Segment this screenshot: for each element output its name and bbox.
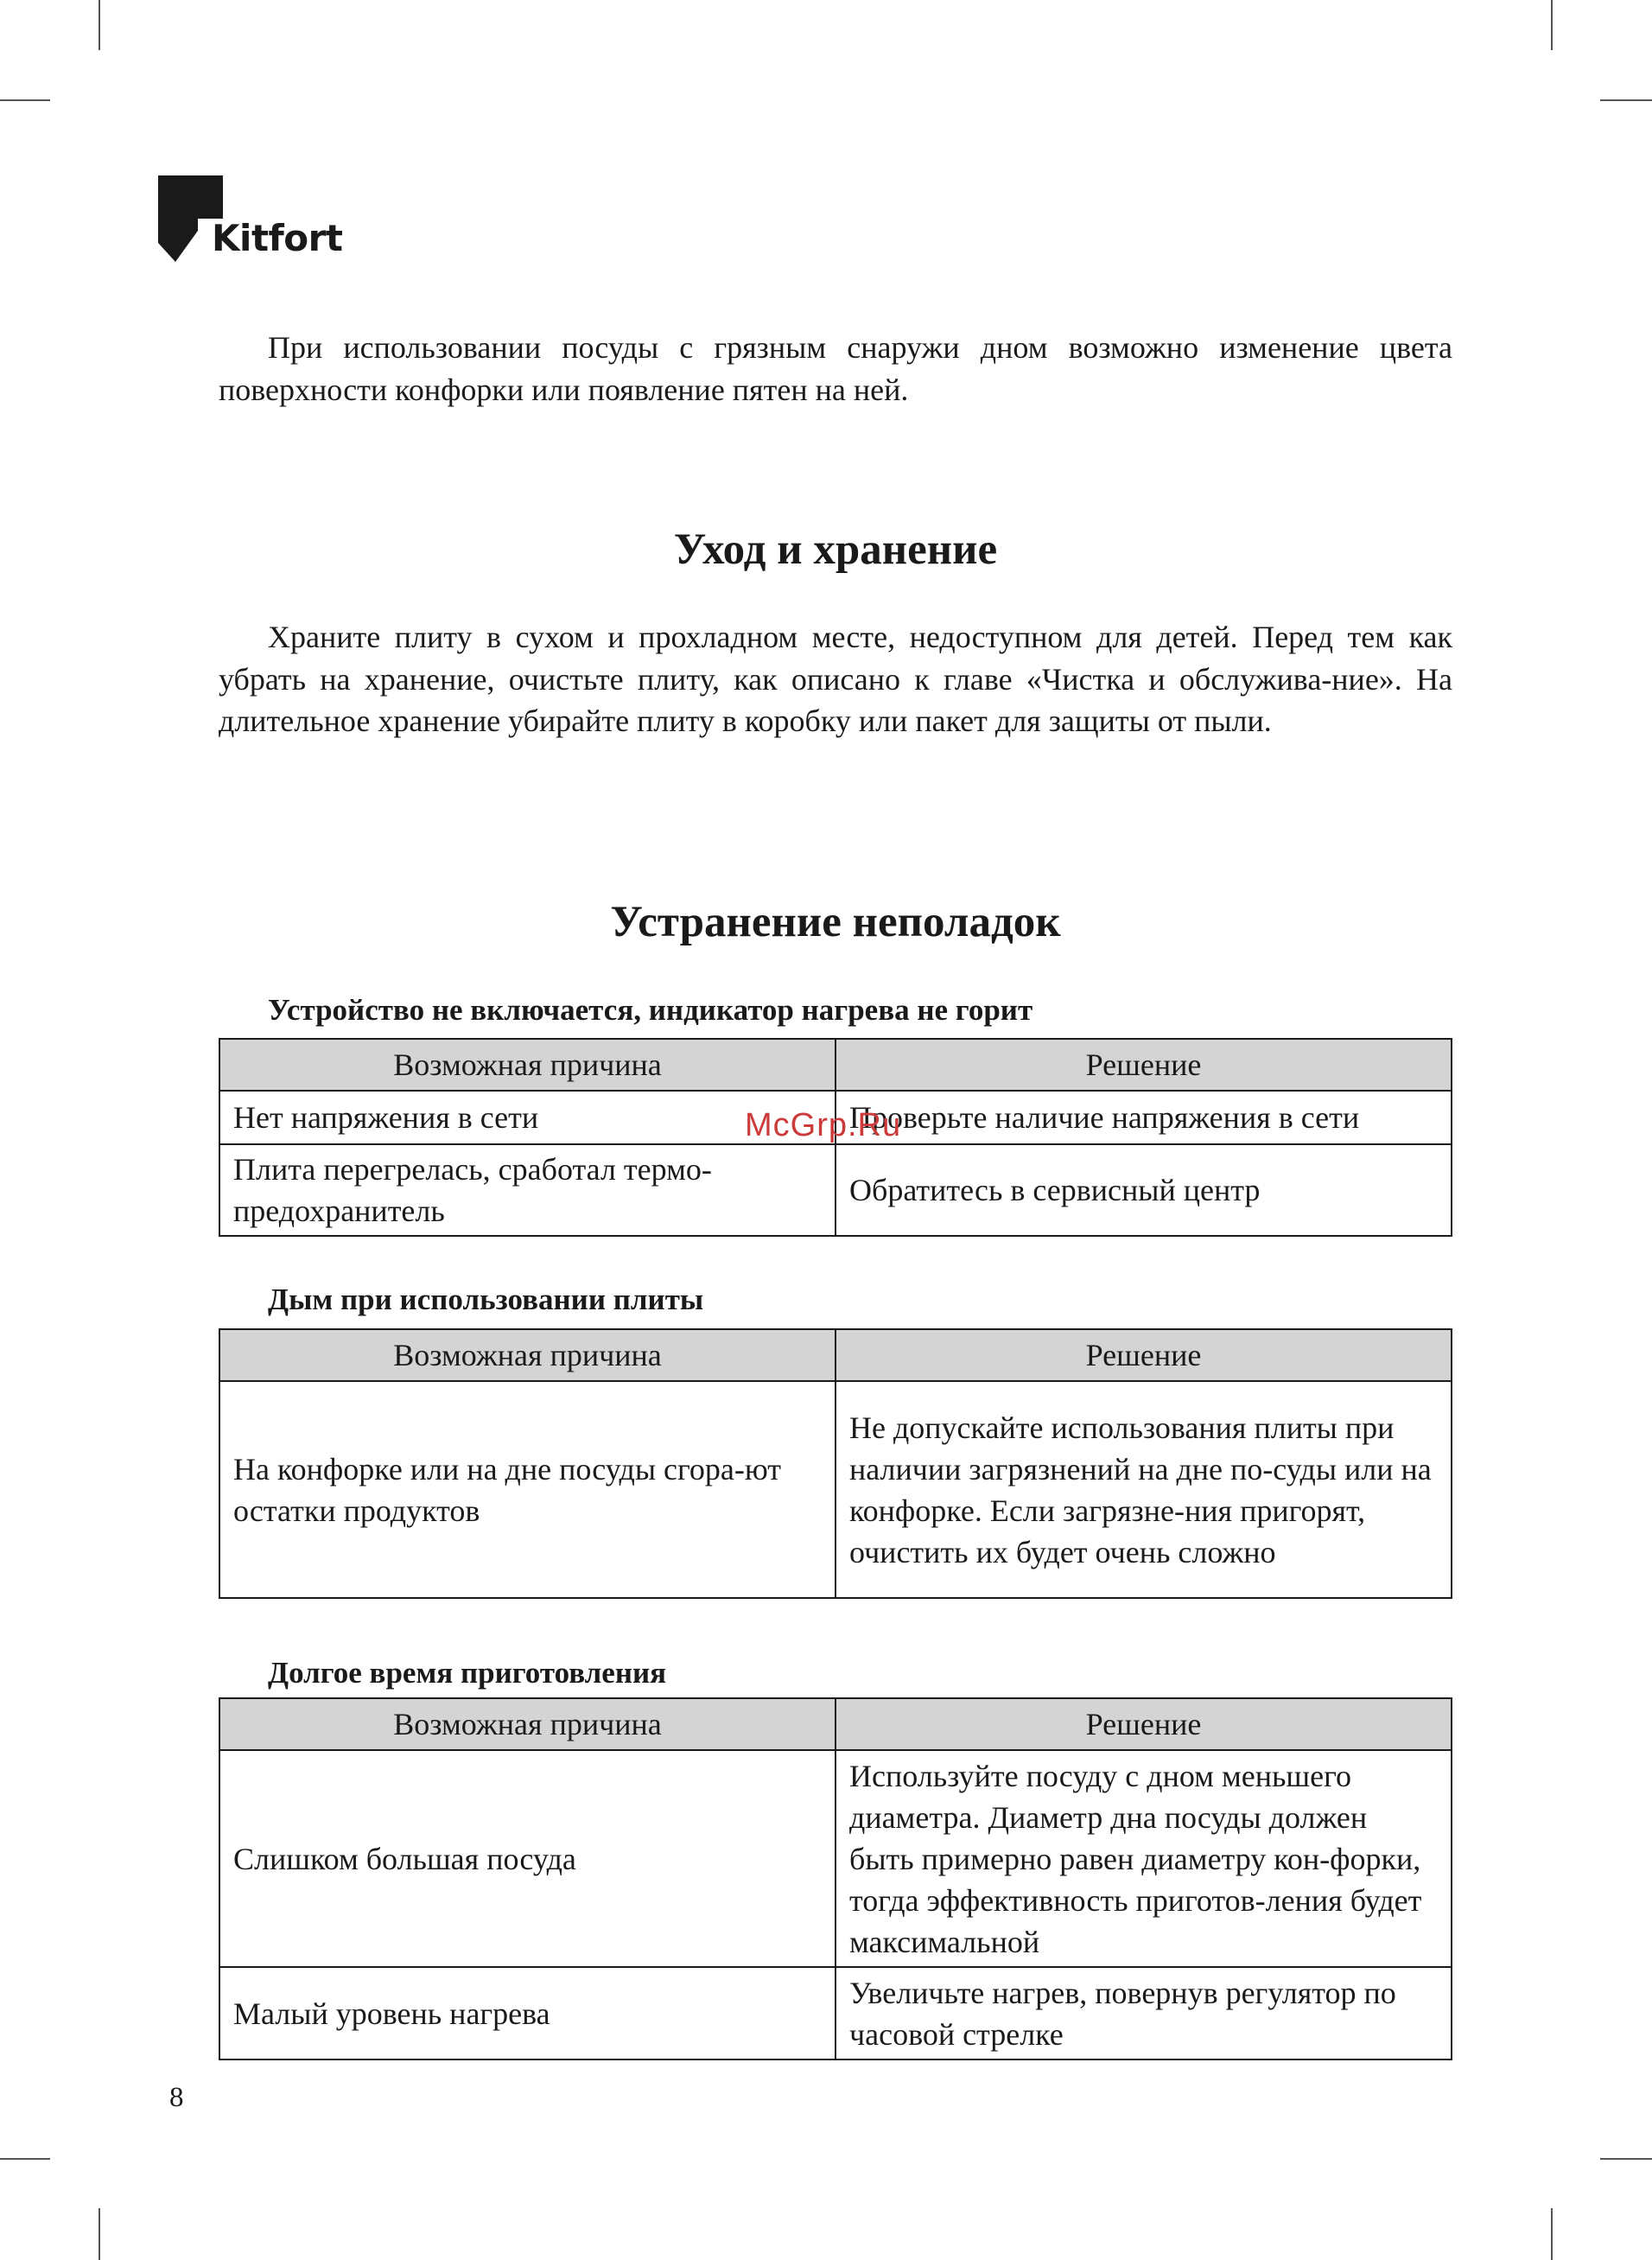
crop-mark: [0, 2158, 50, 2160]
table-row: [219, 1750, 1452, 1967]
intro-paragraph: При использовании посуды с грязным снаружи дном возможно изменение цвета поверхности конфорки или появление пятен на ней.: [219, 330, 1452, 407]
table-header-row: [219, 1329, 1452, 1381]
table-row: [219, 1967, 1452, 2059]
header-solution: Решение: [836, 1698, 1452, 1750]
header-cause: Возможная причина: [219, 1329, 836, 1381]
cause-cell: На конфорке или на дне посуды сгора-ют остатки продуктов: [219, 1381, 836, 1598]
kitfort-logo: [158, 175, 343, 269]
crop-mark: [98, 2208, 100, 2260]
section-heading: Устройство не включается, индикатор нагрева не горит: [268, 993, 1033, 1027]
table-row: [219, 1144, 1452, 1236]
crop-mark: [1600, 99, 1652, 101]
solution-cell: Не допускайте использования плиты при наличии загрязнений на дне по-суды или на конфорке. Если загрязне-ния пригорят, очистить их будет очень сложно: [836, 1381, 1452, 1598]
crop-mark: [1551, 0, 1553, 50]
care-paragraph: Храните плиту в сухом и прохладном месте, недоступном для детей. Перед тем как убрать на хранение, очистьте плиту, как описано к главе «Чистка и обслужива-ние». На длительное хранение убирайте плиту в коробку или пакет для защиты от пыли.: [219, 620, 1452, 738]
section-heading: Дым при использовании плиты: [268, 1283, 704, 1316]
cause-cell: Слишком большая посуда: [219, 1750, 836, 1967]
cause-cell: Плита перегрелась, сработал термо-предохранитель: [219, 1144, 836, 1236]
cause-cell: Нет напряжения в сети: [219, 1091, 836, 1144]
troubleshooting-table: [219, 1328, 1452, 1599]
crop-mark: [0, 99, 50, 101]
crop-mark: [1551, 2208, 1553, 2260]
table-header-row: [219, 1039, 1452, 1091]
troubleshooting-title: Устранение неполадок: [610, 898, 1061, 946]
solution-cell: Обратитесь в сервисный центр: [836, 1144, 1452, 1236]
crop-mark: [1600, 2158, 1652, 2160]
table-row: [219, 1381, 1452, 1598]
table-header-row: [219, 1698, 1452, 1750]
solution-cell: Увеличьте нагрев, повернув регулятор по часовой стрелке: [836, 1967, 1452, 2059]
header-solution: Решение: [836, 1039, 1452, 1091]
cause-cell: Малый уровень нагрева: [219, 1967, 836, 2059]
logo-text: Kitfort: [212, 217, 343, 259]
header-cause: Возможная причина: [219, 1039, 836, 1091]
care-title: Уход и хранение: [673, 525, 998, 574]
troubleshooting-table: [219, 1697, 1452, 2060]
section-heading: Долгое время приготовления: [268, 1656, 667, 1690]
crop-mark: [98, 0, 100, 50]
header-solution: Решение: [836, 1329, 1452, 1381]
solution-cell: Проверьте наличие напряжения в сети: [836, 1091, 1452, 1144]
header-cause: Возможная причина: [219, 1698, 836, 1750]
page-number: 8: [169, 2082, 184, 2113]
solution-cell: Используйте посуду с дном меньшего диаметра. Диаметр дна посуды должен быть примерно равен диаметру кон-форки, тогда эффективность приготов-ления будет максимальной: [836, 1750, 1452, 1967]
watermark: McGrp.Ru: [745, 1107, 902, 1143]
